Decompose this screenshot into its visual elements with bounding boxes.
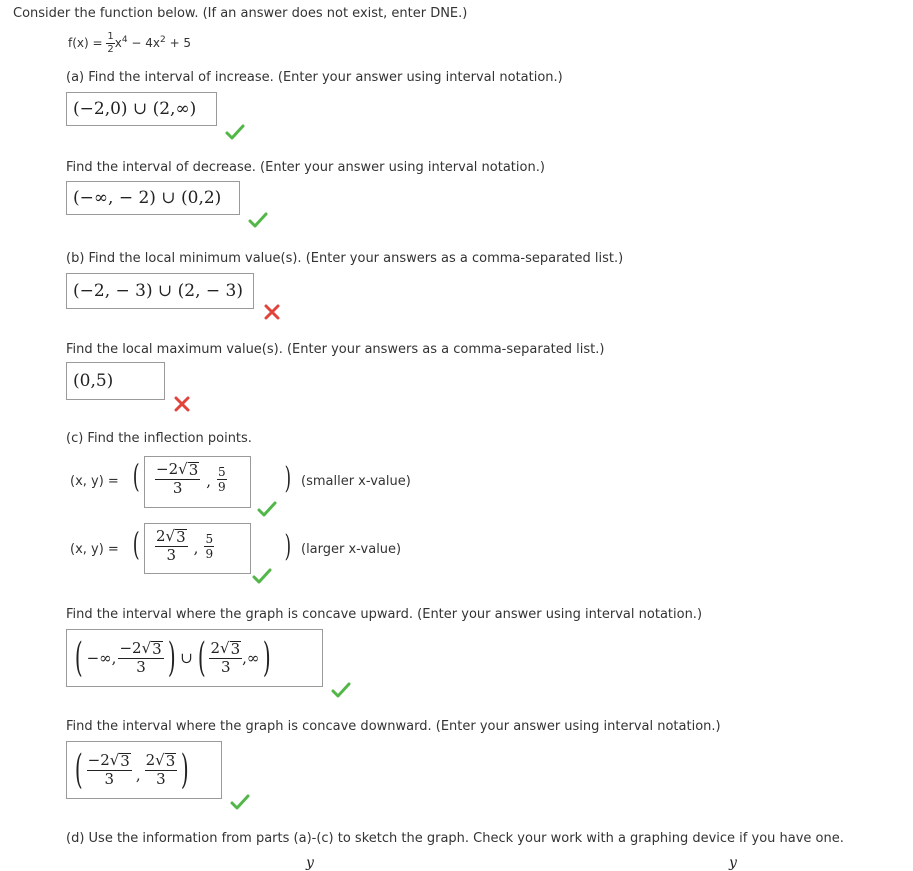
concave-up-union: ∪ <box>180 649 193 667</box>
inflection-2-answer-field[interactable]: 2 √ 3 3 , $\frac{5}{9}$ <box>144 523 251 574</box>
increase-correct-check-icon <box>225 124 245 140</box>
graph-1-y-axis-label: y <box>306 855 314 871</box>
concave-up-b-value: 2 √ 3 3 <box>210 639 241 676</box>
local-min-prompt: (b) Find the local minimum value(s). (Enter your answers as a comma-separated list.) <box>66 251 624 266</box>
concave-up-answer-field[interactable]: ( −∞, −2 √ 3 3 ) ∪ ( 2 √ 3 3 ,∞ ) <box>66 629 323 687</box>
part-d-prompt: (d) Use the information from parts (a)-(c) to sketch the graph. Check your work with a graphing device if you have one. <box>66 831 844 846</box>
inflection-2-xy-label: (x, y) = <box>70 542 119 557</box>
inflection-1-close-paren: ) <box>284 461 292 496</box>
intro-text: Consider the function below. (If an answer does not exist, enter DNE.) <box>13 6 468 21</box>
inflection-prompt: (c) Find the inflection points. <box>66 431 252 446</box>
local-min-incorrect-x-icon <box>262 304 282 320</box>
concave-up-a-value: −2 √ 3 3 <box>119 639 162 676</box>
concave-up-prompt: Find the interval where the graph is concave upward. (Enter your answer using interval notation.) <box>66 607 703 622</box>
concave-up-correct-check-icon <box>331 682 351 698</box>
decrease-answer-field[interactable]: (−∞, − 2) ∪ (0,2) <box>66 181 240 215</box>
inflection-1-answer-field[interactable]: −2 √ 3 3 , $\frac{5}{9}$ <box>144 456 251 508</box>
inflection-2-y-value: $\frac{5}{9}$ <box>205 531 214 561</box>
increase-prompt: (a) Find the interval of increase. (Enter your answer using interval notation.) <box>66 70 563 85</box>
inflection-2-note: (larger x-value) <box>301 542 402 557</box>
local-max-prompt: Find the local maximum value(s). (Enter your answers as a comma-separated list.) <box>66 342 605 357</box>
decrease-correct-check-icon <box>248 212 268 228</box>
local-min-answer-field[interactable]: (−2, − 3) ∪ (2, − 3) <box>66 273 254 309</box>
local-max-answer-field[interactable]: (0,5) <box>66 362 165 400</box>
inflection-1-note: (smaller x-value) <box>301 474 411 489</box>
local-max-incorrect-x-icon <box>172 396 192 412</box>
inflection-2-correct-check-icon <box>252 568 272 584</box>
concave-up-right-bound: ,∞ <box>242 649 260 667</box>
concave-down-b-value: 2 √ 3 3 <box>145 751 176 788</box>
inflection-1-y-value: $\frac{5}{9}$ <box>218 464 226 494</box>
inflection-2-x-value: 2 √ 3 3 <box>156 527 186 564</box>
concave-down-correct-check-icon <box>230 794 250 810</box>
graph-2-y-axis-label: y <box>729 855 737 871</box>
concave-down-a-value: −2 √ 3 3 <box>87 751 130 788</box>
fx-lhs: f(x) = <box>68 36 107 50</box>
decrease-prompt: Find the interval of decrease. (Enter your answer using interval notation.) <box>66 160 545 175</box>
inflection-2-close-paren: ) <box>284 529 292 564</box>
inflection-1-x-value: −2 √ 3 3 <box>156 460 199 497</box>
inflection-2-open-paren: ( <box>132 525 140 563</box>
concave-up-left-bound: −∞, <box>86 649 117 667</box>
fx-coefficient: $\frac{1}{2}$ <box>107 31 114 55</box>
inflection-1-correct-check-icon <box>257 501 277 517</box>
concave-down-answer-field[interactable]: ( −2 √ 3 3 , 2 √ 3 3 ) <box>66 741 222 799</box>
inflection-1-xy-label: (x, y) = <box>70 474 119 489</box>
inflection-1-open-paren: ( <box>132 457 140 495</box>
function-definition: f(x) = $\frac{1}{2}$ $x^4 - 4x^2 + 5$ <box>68 31 192 55</box>
increase-answer-field[interactable]: (−2,0) ∪ (2,∞) <box>66 92 217 126</box>
concave-down-prompt: Find the interval where the graph is concave downward. (Enter your answer using interval notation.) <box>66 719 721 734</box>
